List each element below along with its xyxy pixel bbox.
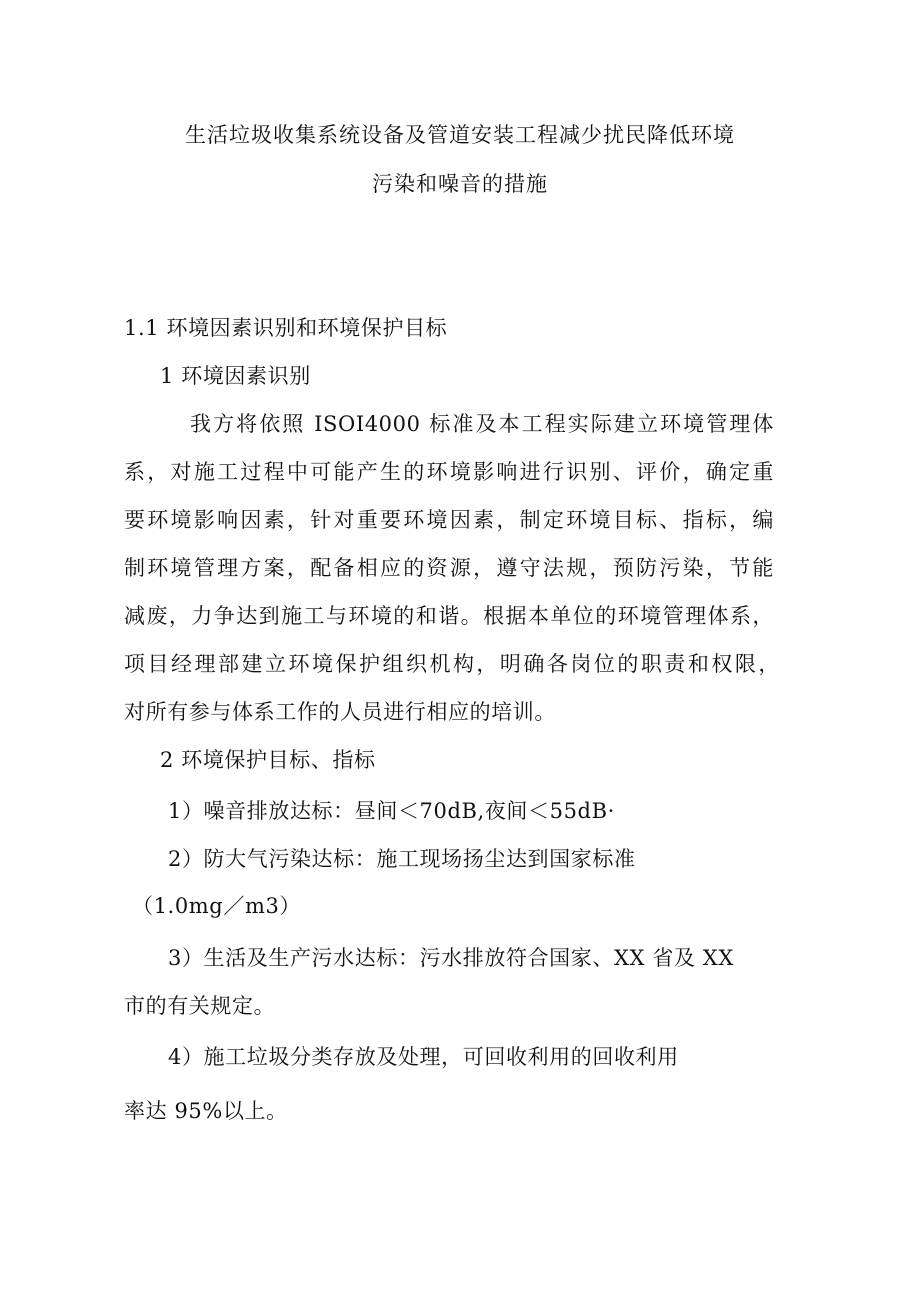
paragraph-line: 我方将依照 ISOI4000 标准及本工程实际建立环境管理体 bbox=[190, 412, 774, 436]
waste-target-item-continued: 率达 95%以上。 bbox=[124, 1099, 288, 1123]
paragraph-line: 要环境影响因素，针对重要环境因素，制定环境目标、指标，编 bbox=[124, 508, 774, 532]
air-target-item-continued: （1.0mg／m3） bbox=[132, 894, 302, 918]
subsection-1-heading: 1 环境因素识别 bbox=[160, 364, 311, 388]
subsection-2-heading: 2 环境保护目标、指标 bbox=[160, 748, 376, 772]
water-target-item: 3）生活及生产污水达标：污水排放符合国家、XX 省及 XX bbox=[168, 946, 734, 970]
water-target-item-continued: 市的有关规定。 bbox=[124, 994, 276, 1018]
paragraph-line: 制环境管理方案，配备相应的资源，遵守法规，预防污染，节能 bbox=[124, 556, 774, 580]
document-title-line-1: 生活垃圾收集系统设备及管道安装工程减少扰民降低环境 bbox=[185, 123, 735, 147]
waste-target-item: 4）施工垃圾分类存放及处理，可回收利用的回收利用 bbox=[168, 1045, 679, 1069]
paragraph-line: 项目经理部建立环境保护组织机构，明确各岗位的职责和权限， bbox=[124, 652, 780, 676]
document-title-line-2: 污染和噪音的措施 bbox=[372, 172, 548, 196]
noise-target-item: 1）噪音排放达标：昼间＜70dB,夜间＜55dB· bbox=[168, 799, 615, 823]
section-heading: 1.1 环境因素识别和环境保护目标 bbox=[124, 316, 448, 340]
paragraph-line: 对所有参与体系工作的人员进行相应的培训。 bbox=[124, 700, 556, 724]
paragraph-line: 减废，力争达到施工与环境的和谐。根据本单位的环境管理体系， bbox=[124, 604, 774, 628]
air-target-item: 2）防大气污染达标：施工现场扬尘达到国家标准 bbox=[168, 847, 636, 871]
paragraph-line: 系，对施工过程中可能产生的环境影响进行识别、评价，确定重 bbox=[124, 460, 774, 484]
